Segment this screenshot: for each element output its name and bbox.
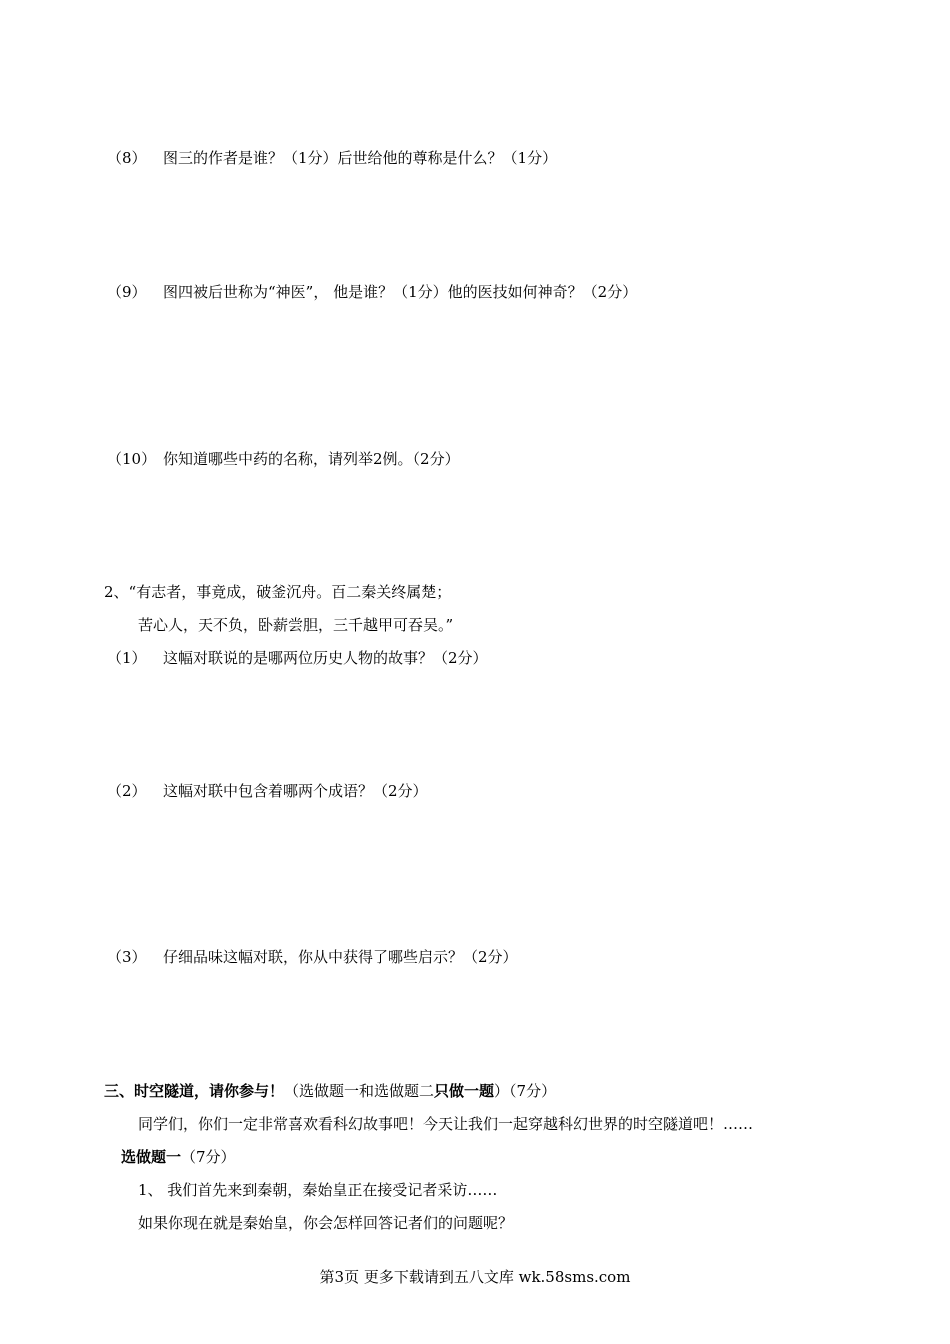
option-one-heading xyxy=(121,1147,236,1167)
section-heading-title: 三、时空隧道，请你参与！ xyxy=(104,1082,285,1100)
section-3-heading xyxy=(104,1081,556,1101)
question-text: 你知道哪些中药的名称，请列举2例。（2分） xyxy=(163,450,460,468)
section-heading-note: （选做题一和选做题二 xyxy=(284,1082,435,1100)
question-10 xyxy=(107,449,460,469)
page-footer: 第3页 更多下载请到五八文库 wk.58sms.com xyxy=(319,1268,631,1286)
option-score: （7分） xyxy=(181,1148,236,1166)
question-text: 这幅对联说的是哪两位历史人物的故事？（2分） xyxy=(163,649,488,667)
option-one-item-1: 1、 我们首先来到秦朝，秦始皇正在接受记者采访…… xyxy=(138,1181,498,1199)
question-number: （2） xyxy=(107,782,147,800)
question-number: （3） xyxy=(107,948,147,966)
question-number: （8） xyxy=(107,149,147,167)
couplet-line-2: 苦心人，天不负，卧薪尝胆，三千越甲可吞吴。” xyxy=(138,616,454,634)
question-9 xyxy=(107,282,637,302)
option-one-item-1-question: 如果你现在就是秦始皇，你会怎样回答记者们的问题呢？ xyxy=(138,1214,514,1232)
question-2-3 xyxy=(107,947,518,967)
question-text: 这幅对联中包含着哪两个成语？（2分） xyxy=(163,782,428,800)
question-2-1 xyxy=(107,648,488,668)
couplet-line-1: 2、“有志者，事竟成，破釜沉舟。百二秦关终属楚； xyxy=(104,583,452,601)
question-number: （9） xyxy=(107,283,147,301)
question-2-2 xyxy=(107,781,428,801)
question-8 xyxy=(107,148,557,168)
section-heading-score: ）（7分） xyxy=(494,1082,557,1100)
section-heading-emphasis: 只做一题 xyxy=(434,1082,495,1100)
question-number: （1） xyxy=(107,649,147,667)
question-number: （10） xyxy=(107,450,157,468)
section-3-intro: 同学们，你们一定非常喜欢看科幻故事吧！今天让我们一起穿越科幻世界的时空隧道吧！…… xyxy=(138,1115,754,1133)
question-text: 图三的作者是谁？（1分）后世给他的尊称是什么？（1分） xyxy=(163,149,558,167)
option-title: 选做题一 xyxy=(121,1148,182,1166)
question-text: 图四被后世称为“神医”， 他是谁？（1分）他的医技如何神奇？（2分） xyxy=(163,283,638,301)
question-text: 仔细品味这幅对联，你从中获得了哪些启示？（2分） xyxy=(163,948,518,966)
